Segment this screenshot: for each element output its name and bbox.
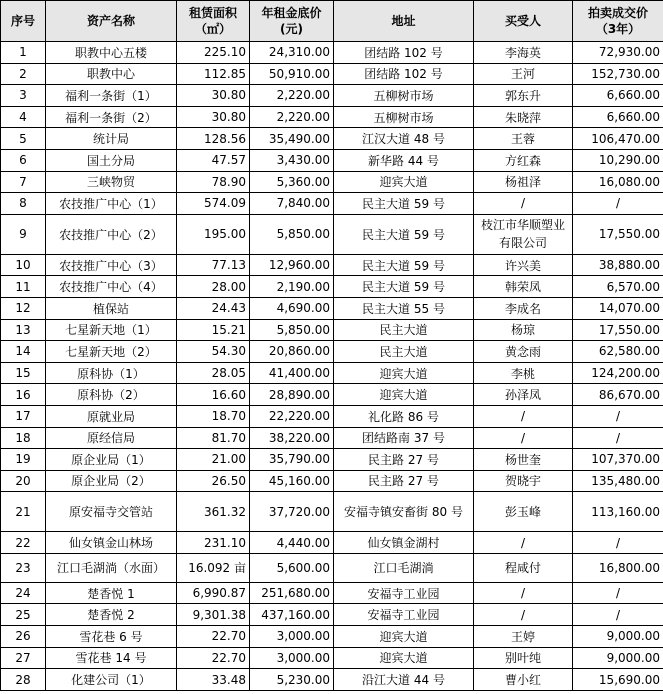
cell-asset-name: 化建公司（1）	[46, 669, 177, 691]
cell-area: 6,990.87	[177, 582, 250, 604]
cell-seq: 17	[1, 405, 46, 427]
cell-deal: 16,800.00	[573, 553, 663, 582]
cell-seq: 27	[1, 647, 46, 669]
cell-deal: /	[573, 604, 663, 626]
cell-seq: 5	[1, 128, 46, 150]
cell-seq: 24	[1, 582, 46, 604]
cell-area: 28.00	[177, 276, 250, 298]
table-row	[1, 604, 663, 626]
cell-asset-name: 福利一条街（1）	[46, 85, 177, 107]
header-price-line2: (元)	[280, 22, 303, 36]
cell-deal: 106,470.00	[573, 128, 663, 150]
cell-seq: 16	[1, 384, 46, 406]
cell-address: 五柳树市场	[334, 106, 474, 128]
cell-price: 2,190.00	[250, 276, 334, 298]
cell-seq: 25	[1, 604, 46, 626]
cell-asset-name: 原企业局（2）	[46, 470, 177, 492]
header-name: 资产名称	[46, 1, 177, 42]
cell-deal: 62,580.00	[573, 341, 663, 363]
cell-address: 民主路 27 号	[334, 470, 474, 492]
cell-asset-name: 农技推广中心（3）	[46, 254, 177, 276]
cell-price: 20,860.00	[250, 341, 334, 363]
cell-seq: 22	[1, 532, 46, 554]
cell-deal: 38,880.00	[573, 254, 663, 276]
table-row	[1, 42, 663, 64]
cell-price: 50,910.00	[250, 63, 334, 85]
cell-deal: 14,070.00	[573, 297, 663, 319]
cell-asset-name: 原就业局	[46, 405, 177, 427]
cell-area: 81.70	[177, 427, 250, 449]
cell-area: 231.10	[177, 532, 250, 554]
cell-area: 18.70	[177, 405, 250, 427]
cell-price: 38,220.00	[250, 427, 334, 449]
cell-seq: 8	[1, 193, 46, 215]
cell-buyer: 杨祖泽	[474, 171, 573, 193]
cell-asset-name: 职教中心五楼	[46, 42, 177, 64]
table-row	[1, 582, 663, 604]
cell-buyer: /	[474, 427, 573, 449]
cell-deal: 113,160.00	[573, 492, 663, 532]
cell-address: 民主大道 59 号	[334, 254, 474, 276]
cell-price: 37,720.00	[250, 492, 334, 532]
table-row	[1, 405, 663, 427]
cell-buyer: 杨琼	[474, 319, 573, 341]
header-price-line1: 年租金底价	[261, 6, 322, 20]
cell-deal: /	[573, 582, 663, 604]
cell-buyer: 方红森	[474, 149, 573, 171]
cell-asset-name: 农技推广中心（4）	[46, 276, 177, 298]
cell-address: 礼化路 86 号	[334, 405, 474, 427]
cell-price: 5,850.00	[250, 319, 334, 341]
cell-seq: 12	[1, 297, 46, 319]
cell-price: 3,430.00	[250, 149, 334, 171]
cell-area: 16.092 亩	[177, 553, 250, 582]
cell-seq: 9	[1, 214, 46, 254]
cell-deal: 152,730.00	[573, 63, 663, 85]
cell-buyer: 杨世奎	[474, 449, 573, 471]
header-deal-line1: 拍卖成交价	[587, 6, 648, 20]
cell-address: 仙女镇金湖村	[334, 532, 474, 554]
cell-price: 5,230.00	[250, 669, 334, 691]
cell-address: 团结路 102 号	[334, 63, 474, 85]
cell-area: 195.00	[177, 214, 250, 254]
cell-buyer: 程咸付	[474, 553, 573, 582]
cell-deal: 17,550.00	[573, 319, 663, 341]
cell-asset-name: 三峡物贸	[46, 171, 177, 193]
cell-buyer: 王婷	[474, 626, 573, 648]
cell-address: 民主大道 59 号	[334, 193, 474, 215]
cell-buyer: /	[474, 604, 573, 626]
cell-price: 4,440.00	[250, 532, 334, 554]
cell-buyer: 黄念雨	[474, 341, 573, 363]
cell-asset-name: 原科协（1）	[46, 362, 177, 384]
header-area	[177, 1, 250, 42]
cell-seq: 18	[1, 427, 46, 449]
cell-asset-name: 国土分局	[46, 149, 177, 171]
table-row	[1, 341, 663, 363]
cell-seq: 13	[1, 319, 46, 341]
cell-buyer: 王河	[474, 63, 573, 85]
cell-area: 15.21	[177, 319, 250, 341]
cell-deal: 6,660.00	[573, 106, 663, 128]
cell-asset-name: 农技推广中心（2）	[46, 214, 177, 254]
cell-area: 47.57	[177, 149, 250, 171]
cell-price: 2,220.00	[250, 106, 334, 128]
cell-asset-name: 原经信局	[46, 427, 177, 449]
cell-area: 22.70	[177, 647, 250, 669]
cell-address: 江汉大道 48 号	[334, 128, 474, 150]
table-row	[1, 626, 663, 648]
cell-price: 7,840.00	[250, 193, 334, 215]
cell-asset-name: 原企业局（1）	[46, 449, 177, 471]
table-row	[1, 384, 663, 406]
cell-seq: 23	[1, 553, 46, 582]
cell-buyer: /	[474, 532, 573, 554]
cell-asset-name: 雪花巷 14 号	[46, 647, 177, 669]
cell-price: 35,790.00	[250, 449, 334, 471]
cell-address: 迎宾大道	[334, 362, 474, 384]
cell-deal: 135,480.00	[573, 470, 663, 492]
cell-seq: 11	[1, 276, 46, 298]
table-row	[1, 470, 663, 492]
table-row	[1, 63, 663, 85]
cell-asset-name: 七星新天地（1）	[46, 319, 177, 341]
cell-price: 22,220.00	[250, 405, 334, 427]
cell-deal: 9,000.00	[573, 647, 663, 669]
cell-seq: 2	[1, 63, 46, 85]
cell-deal: 124,200.00	[573, 362, 663, 384]
cell-buyer: 郭东升	[474, 85, 573, 107]
cell-address: 江口毛湖淌	[334, 553, 474, 582]
cell-area: 361.32	[177, 492, 250, 532]
cell-deal: /	[573, 193, 663, 215]
cell-deal: 6,660.00	[573, 85, 663, 107]
cell-address: 安福寺镇安畜街 80 号	[334, 492, 474, 532]
cell-area: 574.09	[177, 193, 250, 215]
cell-buyer: /	[474, 405, 573, 427]
header-address: 地址	[334, 1, 474, 42]
cell-address: 五柳树市场	[334, 85, 474, 107]
cell-price: 4,690.00	[250, 297, 334, 319]
cell-price: 24,310.00	[250, 42, 334, 64]
cell-deal: 86,670.00	[573, 384, 663, 406]
cell-deal: 72,930.00	[573, 42, 663, 64]
cell-address: 民主路 27 号	[334, 449, 474, 471]
cell-area: 22.70	[177, 626, 250, 648]
table-row	[1, 171, 663, 193]
cell-price: 35,490.00	[250, 128, 334, 150]
cell-deal: 15,690.00	[573, 669, 663, 691]
cell-buyer: 别叶纯	[474, 647, 573, 669]
cell-asset-name: 职教中心	[46, 63, 177, 85]
table-row	[1, 106, 663, 128]
cell-address: 团结路南 37 号	[334, 427, 474, 449]
cell-price: 5,850.00	[250, 214, 334, 254]
cell-address: 迎宾大道	[334, 647, 474, 669]
cell-deal: 6,570.00	[573, 276, 663, 298]
table-row	[1, 85, 663, 107]
cell-seq: 15	[1, 362, 46, 384]
cell-price: 41,400.00	[250, 362, 334, 384]
cell-address: 沿江大道 44 号	[334, 669, 474, 691]
header-seq: 序号	[1, 1, 46, 42]
cell-area: 28.05	[177, 362, 250, 384]
cell-address: 新华路 44 号	[334, 149, 474, 171]
cell-area: 33.48	[177, 669, 250, 691]
cell-address: 民主大道	[334, 319, 474, 341]
cell-seq: 14	[1, 341, 46, 363]
cell-price: 45,160.00	[250, 470, 334, 492]
cell-buyer: 李成名	[474, 297, 573, 319]
cell-buyer: /	[474, 193, 573, 215]
cell-buyer: 韩荣凤	[474, 276, 573, 298]
cell-buyer: 曹小红	[474, 669, 573, 691]
header-row	[1, 1, 663, 42]
cell-buyer: 枝江市华顺塑业有限公司	[474, 214, 573, 254]
cell-price: 3,000.00	[250, 626, 334, 648]
cell-price: 3,000.00	[250, 647, 334, 669]
table-body	[1, 42, 663, 691]
cell-asset-name: 统计局	[46, 128, 177, 150]
cell-address: 民主大道 59 号	[334, 214, 474, 254]
cell-area: 30.80	[177, 106, 250, 128]
cell-asset-name: 雪花巷 6 号	[46, 626, 177, 648]
cell-seq: 6	[1, 149, 46, 171]
table-row	[1, 669, 663, 691]
header-deal-line2: （3年）	[595, 22, 641, 36]
table-row	[1, 297, 663, 319]
cell-seq: 7	[1, 171, 46, 193]
cell-deal: /	[573, 532, 663, 554]
cell-address: 团结路 102 号	[334, 42, 474, 64]
table-row	[1, 492, 663, 532]
cell-address: 安福寺工业园	[334, 582, 474, 604]
cell-asset-name: 农技推广中心（1）	[46, 193, 177, 215]
cell-asset-name: 原安福寺交管站	[46, 492, 177, 532]
cell-price: 2,220.00	[250, 85, 334, 107]
table-row	[1, 532, 663, 554]
cell-deal: 17,550.00	[573, 214, 663, 254]
cell-address: 安福寺工业园	[334, 604, 474, 626]
header-buyer: 买受人	[474, 1, 573, 42]
cell-area: 77.13	[177, 254, 250, 276]
cell-price: 5,600.00	[250, 553, 334, 582]
cell-seq: 10	[1, 254, 46, 276]
cell-address: 迎宾大道	[334, 626, 474, 648]
cell-seq: 19	[1, 449, 46, 471]
cell-buyer: 王蓉	[474, 128, 573, 150]
cell-asset-name: 楚香悦 1	[46, 582, 177, 604]
table-row	[1, 149, 663, 171]
cell-area: 225.10	[177, 42, 250, 64]
cell-area: 128.56	[177, 128, 250, 150]
cell-deal: 9,000.00	[573, 626, 663, 648]
cell-area: 24.43	[177, 297, 250, 319]
table-row	[1, 254, 663, 276]
cell-price: 12,960.00	[250, 254, 334, 276]
cell-price: 437,160.00	[250, 604, 334, 626]
cell-asset-name: 植保站	[46, 297, 177, 319]
cell-buyer: 孙泽凤	[474, 384, 573, 406]
cell-seq: 3	[1, 85, 46, 107]
header-deal	[573, 1, 663, 42]
cell-asset-name: 原科协（2）	[46, 384, 177, 406]
header-price	[250, 1, 334, 42]
cell-deal: 16,080.00	[573, 171, 663, 193]
table-row	[1, 449, 663, 471]
cell-deal: /	[573, 405, 663, 427]
cell-seq: 1	[1, 42, 46, 64]
cell-seq: 28	[1, 669, 46, 691]
cell-deal: 10,290.00	[573, 149, 663, 171]
table-row	[1, 647, 663, 669]
cell-asset-name: 七星新天地（2）	[46, 341, 177, 363]
table-row	[1, 319, 663, 341]
cell-seq: 4	[1, 106, 46, 128]
cell-address: 民主大道 55 号	[334, 297, 474, 319]
table-row	[1, 553, 663, 582]
cell-seq: 21	[1, 492, 46, 532]
table-row	[1, 214, 663, 254]
table-row	[1, 193, 663, 215]
cell-area: 112.85	[177, 63, 250, 85]
cell-buyer: 朱晓萍	[474, 106, 573, 128]
table-row	[1, 128, 663, 150]
header-area-line2: （㎡）	[194, 22, 231, 36]
table-row	[1, 276, 663, 298]
cell-asset-name: 仙女镇金山林场	[46, 532, 177, 554]
cell-area: 54.30	[177, 341, 250, 363]
cell-seq: 26	[1, 626, 46, 648]
cell-buyer: 李桃	[474, 362, 573, 384]
cell-area: 30.80	[177, 85, 250, 107]
cell-address: 迎宾大道	[334, 384, 474, 406]
cell-buyer: 李海英	[474, 42, 573, 64]
cell-address: 民主大道 59 号	[334, 276, 474, 298]
cell-price: 251,680.00	[250, 582, 334, 604]
cell-asset-name: 福利一条街（2）	[46, 106, 177, 128]
cell-buyer: 彭玉峰	[474, 492, 573, 532]
cell-buyer: 许兴美	[474, 254, 573, 276]
cell-area: 16.60	[177, 384, 250, 406]
cell-price: 28,890.00	[250, 384, 334, 406]
cell-price: 5,360.00	[250, 171, 334, 193]
cell-area: 21.00	[177, 449, 250, 471]
cell-asset-name: 江口毛湖淌（水面）	[46, 553, 177, 582]
cell-seq: 20	[1, 470, 46, 492]
cell-area: 9,301.38	[177, 604, 250, 626]
cell-deal: 107,370.00	[573, 449, 663, 471]
cell-address: 迎宾大道	[334, 171, 474, 193]
header-area-line1: 租赁面积	[188, 6, 237, 20]
table-row	[1, 362, 663, 384]
cell-area: 26.50	[177, 470, 250, 492]
cell-area: 78.90	[177, 171, 250, 193]
cell-deal: /	[573, 427, 663, 449]
cell-asset-name: 楚香悦 2	[46, 604, 177, 626]
table-row	[1, 427, 663, 449]
cell-address: 民主大道	[334, 341, 474, 363]
cell-buyer: 贺晓宇	[474, 470, 573, 492]
cell-buyer: /	[474, 582, 573, 604]
